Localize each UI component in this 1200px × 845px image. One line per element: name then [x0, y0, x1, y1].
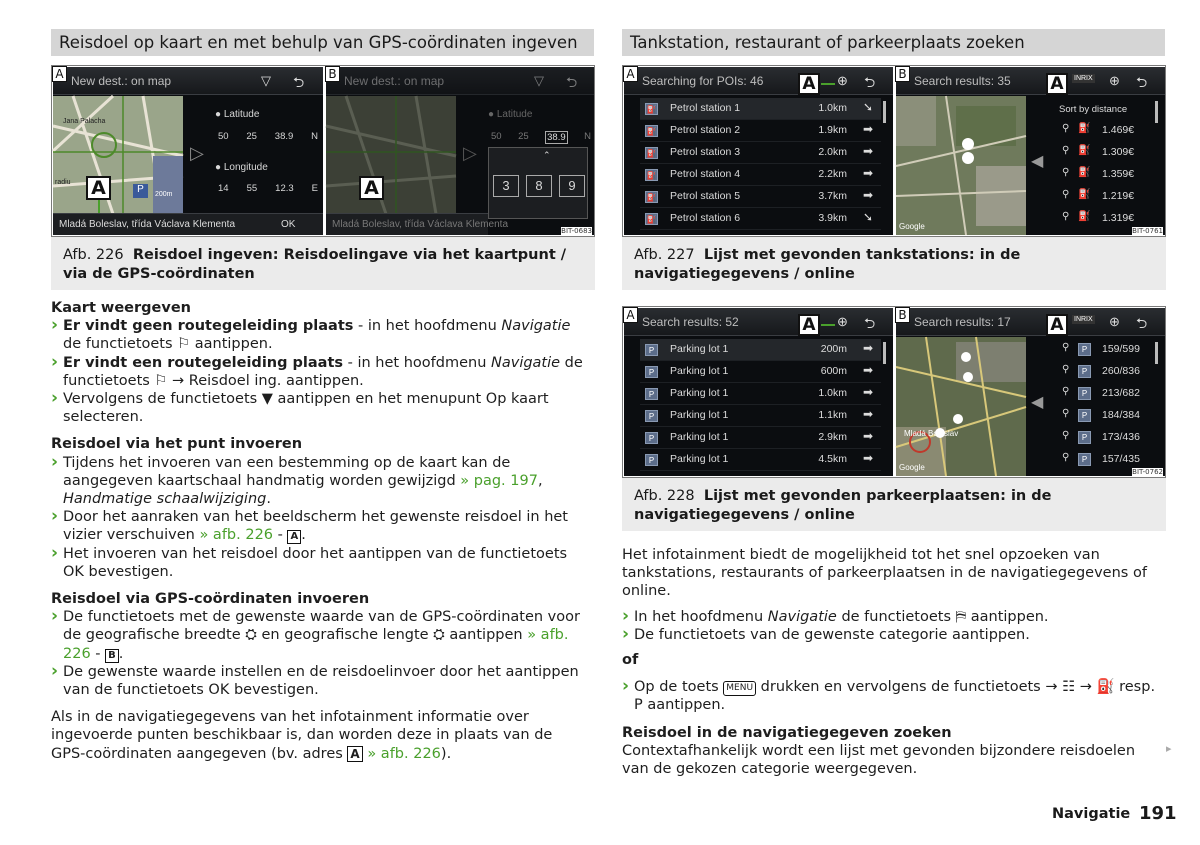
address-bar — [53, 213, 323, 235]
parking-icon: P — [133, 184, 148, 198]
address-bar — [326, 213, 509, 235]
arrow-right-icon[interactable]: ▷ — [190, 143, 204, 163]
direction-arrow-icon: ➘ — [862, 100, 873, 114]
bullet-bold: Er vindt geen routegeleiding plaats — [63, 318, 354, 335]
bullet-item: › Het invoeren van het reisdoel door het aantippen van de functietoets OK bevestigen. — [51, 545, 585, 581]
footer-section-name: Navigatie — [1052, 806, 1131, 822]
panel-letter: B — [325, 66, 340, 82]
figure-link[interactable]: » afb. 226 — [63, 627, 569, 662]
list-row[interactable] — [640, 361, 881, 383]
callout-line — [821, 83, 835, 85]
fig226a-topbar — [53, 67, 323, 95]
parking-row[interactable] — [1056, 361, 1156, 383]
bullet-text: , — [537, 472, 543, 489]
bullet-text: In het hoofdmenu — [634, 608, 768, 625]
lat-deg[interactable]: 50 — [218, 131, 229, 142]
fig227b-topbar — [896, 67, 1165, 95]
figure-code: BIT-0761 — [1132, 227, 1163, 235]
row-distance: 3.7km — [818, 190, 847, 202]
bullet-text: Tijdens het invoeren van een bestemming op de kaart kan de aangegeven kaartschaal handmatig worden gewijzigd — [63, 454, 511, 489]
panel-letter: A — [623, 307, 638, 323]
sort-label[interactable]: Sort by distance — [1059, 104, 1128, 115]
parking-icon: P — [1078, 387, 1091, 400]
direction-arrow-icon: ➡ — [862, 188, 873, 202]
price-value: 1.309€ — [1102, 146, 1135, 158]
callout-a: A — [86, 176, 111, 200]
subheading-navigatiegegeven-zoeken: Reisdoel in de navigatiegegeven zoeken — [622, 724, 952, 741]
row-distance: 2.0km — [818, 146, 847, 158]
figure-code: BIT-0762 — [1132, 468, 1163, 476]
scrollbar[interactable] — [883, 342, 886, 364]
list-row[interactable] — [640, 98, 881, 120]
scrollbar[interactable] — [883, 101, 886, 123]
bullet-item — [622, 678, 1162, 714]
back-icon[interactable]: ⮌ — [566, 74, 578, 90]
location-pin-icon: ⚲ — [1062, 386, 1070, 397]
bullet-text: Door het aanraken van het beeldscherm het gewenste reisdoel in het vizier verschuiven — [63, 509, 568, 544]
category-icon: ⛽ — [646, 215, 657, 224]
figure-ref-box: B — [105, 649, 119, 663]
digit-1[interactable]: 3 — [493, 175, 519, 197]
map-street-label: Jana Palacha — [63, 118, 106, 125]
callout-a: A — [359, 176, 384, 200]
bullet-item: › De functietoets van de gewenste categorie aantippen. — [622, 626, 1162, 644]
parking-icon: P — [1078, 365, 1091, 378]
parking-icon: P — [1078, 409, 1091, 422]
left-section-heading: Reisdoel op kaart en met behulp van GPS-coördinaten ingeven — [51, 29, 594, 56]
longitude-values[interactable] — [218, 183, 318, 194]
lon-deg[interactable]: 14 — [218, 183, 229, 194]
parking-count: 173/436 — [1102, 431, 1140, 443]
latitude-label: ● Latitude — [488, 109, 533, 120]
bullet-italic: Navigatie — [501, 318, 571, 335]
list-row[interactable] — [640, 208, 881, 230]
bullet-text: de functietoets ⚐ → Reisdoel ing. aantippen. — [63, 354, 583, 389]
location-pin-icon: ⚲ — [1062, 408, 1070, 419]
location-pin-icon: ⚲ — [1062, 364, 1070, 375]
screen-title: Search results: 52 — [642, 315, 739, 329]
scrollbar[interactable] — [1155, 101, 1158, 123]
fig227a-topbar — [624, 67, 893, 95]
fig227-panel-a — [624, 67, 893, 235]
back-icon[interactable]: ⮌ — [1136, 74, 1148, 90]
address-text: Mladá Boleslav, třída Václava Klementa — [332, 219, 509, 230]
price-value: 1.469€ — [1102, 124, 1135, 136]
figure-code: BIT-0683 — [561, 227, 592, 235]
latitude-label[interactable]: ● Latitude — [215, 109, 260, 120]
bullet-item — [51, 508, 585, 544]
google-logo: Google — [899, 222, 925, 231]
list-row[interactable] — [640, 405, 881, 427]
row-name: Parking lot 1 — [670, 387, 729, 399]
digit-2[interactable]: 8 — [526, 175, 552, 197]
lat-hem: N — [584, 131, 591, 142]
direction-arrow-icon: ➘ — [862, 210, 873, 224]
fuel-icon: ⛽ — [1078, 189, 1091, 200]
fig228-panel-a — [624, 308, 893, 476]
list-row[interactable] — [640, 339, 881, 361]
bullet-text: . — [266, 491, 271, 508]
location-pin-icon: ⚲ — [1062, 342, 1070, 353]
dropdown-icon[interactable]: ▽ — [534, 73, 544, 88]
caption-text: Lijst met gevonden parkeerplaatsen: in de navigatiegegevens / online — [634, 488, 1052, 523]
back-icon[interactable]: ⮌ — [864, 74, 876, 90]
bullet-item: › De gewenste waarde instellen en de reisdoelinvoer door het aantippen van de functietoets OK bevestigen. — [51, 663, 585, 699]
fig228-caption — [622, 478, 1166, 531]
category-icon: P — [645, 366, 658, 378]
callout-line — [98, 199, 100, 213]
location-pin-icon: ⚲ — [1062, 189, 1070, 200]
address-text: Mladá Boleslav, třída Václava Klementa — [59, 219, 236, 230]
right-section-heading: Tankstation, restaurant of parkeerplaats zoeken — [622, 29, 1165, 56]
bullet-item — [51, 317, 585, 353]
row-distance: 3.9km — [818, 212, 847, 224]
ok-button[interactable]: OK — [281, 219, 296, 230]
dropdown-icon[interactable]: ▽ — [261, 73, 271, 88]
lat-hem[interactable]: N — [311, 131, 318, 142]
row-distance: 200m — [820, 343, 847, 355]
row-name: Petrol station 6 — [670, 212, 741, 224]
map-view[interactable] — [53, 96, 183, 214]
screen-title: Searching for POIs: 46 — [642, 74, 764, 88]
callout-line — [821, 324, 835, 326]
bullet-text: . — [118, 645, 124, 662]
arrow-left-icon[interactable]: ◀ — [1031, 153, 1044, 170]
bullet-text: de functietoets ⚐ aantippen. — [63, 336, 273, 353]
fuel-icon: ⛽ — [1078, 167, 1091, 178]
screen-title: Search results: 17 — [914, 315, 1011, 329]
paragraph-text: ). — [440, 745, 452, 762]
figure-link[interactable]: » afb. 226 — [199, 527, 274, 544]
digit-picker[interactable] — [488, 147, 588, 219]
location-pin-icon: ⚲ — [1062, 452, 1070, 463]
continue-arrow-icon: ▸ — [1166, 742, 1172, 755]
back-icon[interactable]: ⮌ — [1136, 315, 1148, 331]
direction-arrow-icon: ➡ — [862, 429, 873, 443]
row-distance: 2.2km — [818, 168, 847, 180]
row-distance: 2.9km — [818, 431, 847, 443]
fig228a-topbar — [624, 308, 893, 336]
globe-icon[interactable]: ⊕ — [1109, 73, 1120, 88]
price-value: 1.359€ — [1102, 168, 1135, 180]
inrix-logo: INRIX — [1074, 316, 1093, 323]
parking-count: 159/599 — [1102, 343, 1140, 355]
arrow-left-icon[interactable]: ◀ — [1031, 394, 1044, 411]
parking-count: 184/384 — [1102, 409, 1140, 421]
parking-row[interactable] — [1056, 405, 1156, 427]
direction-arrow-icon: ➡ — [862, 385, 873, 399]
google-logo: Google — [899, 463, 925, 472]
direction-arrow-icon: ➡ — [862, 144, 873, 158]
figure-227 — [622, 65, 1166, 237]
list-row[interactable] — [640, 427, 881, 449]
category-icon: P — [645, 410, 658, 422]
category-icon: P — [645, 344, 658, 356]
up-icon[interactable]: ⌃ — [543, 150, 551, 160]
paragraph — [51, 708, 585, 763]
price-row[interactable] — [1056, 186, 1156, 208]
parking-icon: P — [1078, 431, 1091, 444]
parking-row[interactable] — [1056, 383, 1156, 405]
parking-count: 260/836 — [1102, 365, 1140, 377]
bullet-italic: Handmatige schaalwijziging — [63, 491, 267, 508]
category-icon: P — [645, 388, 658, 400]
figure-ref-box: A — [287, 530, 301, 544]
figure-226 — [51, 65, 595, 237]
parking-row[interactable] — [1056, 339, 1156, 361]
lon-min[interactable]: 55 — [246, 183, 258, 194]
lon-sec[interactable]: 12.3 — [275, 183, 294, 194]
row-name: Petrol station 3 — [670, 146, 741, 158]
price-row[interactable] — [1056, 164, 1156, 186]
fuel-icon: ⛽ — [1078, 211, 1091, 222]
bullet-text: - — [90, 645, 106, 662]
menu-key-icon: MENU — [723, 681, 756, 696]
satellite-map[interactable] — [896, 337, 1026, 476]
inrix-logo: INRIX — [1074, 75, 1093, 82]
back-icon[interactable]: ⮌ — [293, 74, 305, 90]
category-icon: ⛽ — [646, 105, 657, 114]
fuel-icon: ⛽ — [1078, 123, 1091, 134]
latitude-text: Latitude — [496, 109, 533, 120]
location-pin-icon: ⚲ — [1062, 145, 1070, 156]
fig226-panel-b — [326, 67, 594, 235]
parking-icon: P — [1078, 453, 1091, 466]
fig228-panel-b — [896, 308, 1165, 476]
list-row[interactable] — [640, 449, 881, 471]
page-number: 191 — [1139, 803, 1177, 824]
caption-number: Afb. 227 — [634, 247, 695, 263]
longitude-text: Longitude — [223, 162, 268, 173]
fig226-caption — [51, 237, 595, 290]
bullet-bold: Er vindt een routegeleiding plaats — [63, 354, 344, 371]
bullet-item — [51, 354, 585, 390]
bullet-text: - in het hoofdmenu — [353, 318, 502, 335]
row-name: Parking lot 1 — [670, 453, 729, 465]
paragraph: Het infotainment biedt de mogelijkheid tot het snel opzoeken van tankstations, restaurants of parkeerplaatsen in de navigatiegegevens of online. — [622, 547, 1147, 600]
paragraph-text: Als in de navigatiegegevens van het infotainment informatie over ingevoerde punten beschikbaar is, dan worden deze in plaats van de GPS-coördinaten aangegeven (bv. adres — [51, 709, 553, 762]
fuel-icon: ⛽ — [1078, 145, 1091, 156]
direction-arrow-icon: ➡ — [862, 166, 873, 180]
bullet-italic: Navigatie — [767, 608, 837, 625]
row-name: Parking lot 1 — [670, 365, 729, 377]
parking-row[interactable] — [1056, 427, 1156, 449]
back-icon[interactable]: ⮌ — [864, 315, 876, 331]
bullet-item — [51, 454, 585, 509]
bullet-item: › Vervolgens de functietoets ▼ aantippen en het menupunt Op kaart selecteren. — [51, 390, 585, 426]
row-name: Petrol station 5 — [670, 190, 741, 202]
bullet-text: Op de toets — [634, 679, 724, 696]
figure-228 — [622, 306, 1166, 478]
subheading-kaart-weergeven: Kaart weergeven — [51, 300, 191, 316]
bullet-text: . — [301, 527, 306, 544]
row-name: Petrol station 1 — [670, 102, 741, 114]
screen-title: New dest.: on map — [344, 74, 445, 88]
paragraph: Contextafhankelijk wordt een lijst met gevonden bijzondere reisdoelen van de gekozen categorie weergegeven. — [622, 742, 1136, 778]
digit-row — [493, 175, 585, 197]
price-value: 1.319€ — [1102, 212, 1135, 224]
location-pin-icon: ⚲ — [1062, 167, 1070, 178]
scrollbar[interactable] — [1155, 342, 1158, 364]
row-distance: 1.1km — [818, 409, 847, 421]
row-name: Parking lot 1 — [670, 431, 729, 443]
map-view-dimmed — [326, 96, 456, 214]
row-distance: 4.5km — [818, 453, 847, 465]
direction-arrow-icon: ➡ — [862, 407, 873, 421]
panel-letter: B — [895, 307, 910, 323]
address-ref-box: A — [347, 746, 362, 762]
lat-sec-selected[interactable]: 38.9 — [547, 132, 566, 143]
lat-deg: 50 — [491, 131, 502, 142]
callout-a: A — [1046, 73, 1068, 95]
direction-arrow-icon: ➡ — [862, 122, 873, 136]
parking-count: 213/682 — [1102, 387, 1140, 399]
screen-title: New dest.: on map — [71, 74, 172, 88]
fig226-panel-a — [53, 67, 323, 235]
row-distance: 1.0km — [818, 387, 847, 399]
list-row[interactable] — [640, 120, 881, 142]
category-icon: ⛽ — [646, 193, 657, 202]
subheading-gps-invoeren: Reisdoel via GPS-coördinaten invoeren — [51, 591, 370, 608]
fig227-panel-b — [896, 67, 1165, 235]
latitude-values — [491, 131, 591, 144]
lat-min[interactable]: 25 — [246, 131, 257, 142]
row-distance: 1.9km — [818, 124, 847, 136]
panel-letter: A — [623, 66, 638, 82]
location-pin-icon: ⚲ — [1062, 211, 1070, 222]
parking-count: 157/435 — [1102, 453, 1140, 465]
row-distance: 600m — [820, 365, 847, 377]
location-pin-icon: ⚲ — [1062, 430, 1070, 441]
latitude-text: Latitude — [223, 109, 260, 120]
map-city-label: Mladá Boleslav — [904, 429, 959, 438]
panel-letter: A — [52, 66, 67, 82]
callout-a: A — [798, 314, 820, 336]
list-row[interactable] — [640, 142, 881, 164]
bullet-italic: Navigatie — [491, 354, 561, 371]
caption-text: Lijst met gevonden tankstations: in de navigatiegegevens / online — [634, 247, 1021, 282]
category-icon: P — [645, 432, 658, 444]
caption-number: Afb. 226 — [63, 247, 124, 263]
list-row[interactable] — [640, 186, 881, 208]
caption-number: Afb. 228 — [634, 488, 695, 504]
category-icon: P — [645, 454, 658, 466]
map-scale: 200m — [155, 191, 173, 198]
satellite-map[interactable] — [896, 96, 1026, 235]
category-icon: ⛽ — [646, 127, 657, 136]
fig226b-topbar — [326, 67, 594, 95]
caption-text: Reisdoel ingeven: Reisdoelingave via het kaartpunt / via de GPS-coördinaten — [63, 247, 567, 282]
row-name: Parking lot 1 — [670, 343, 729, 355]
bullet-text: De functietoets met de gewenste waarde van de GPS-coördinaten voor de geografische breedte ⛭ en geografische lengte ⛭ aantippen — [63, 609, 580, 644]
direction-arrow-icon: ➡ — [862, 341, 873, 355]
map-label: radiu — [55, 179, 71, 186]
bullet-text: - in het hoofdmenu — [343, 354, 491, 371]
direction-arrow-icon: ➡ — [862, 451, 873, 465]
row-name: Parking lot 1 — [670, 409, 729, 421]
row-name: Petrol station 2 — [670, 124, 741, 136]
callout-a: A — [1046, 314, 1068, 336]
bullet-item — [622, 608, 1162, 626]
lat-min: 25 — [518, 131, 529, 142]
globe-icon[interactable]: ⊕ — [837, 314, 848, 329]
row-distance: 1.0km — [818, 102, 847, 114]
left-body-text — [51, 299, 585, 763]
location-pin-icon: ⚲ — [1062, 123, 1070, 134]
globe-icon[interactable]: ⊕ — [837, 73, 848, 88]
lon-hem[interactable]: E — [311, 183, 318, 194]
arrow-right-icon: ▷ — [463, 143, 477, 163]
category-icon: ⛽ — [646, 149, 657, 158]
or-label: of — [622, 652, 639, 669]
list-row[interactable] — [640, 164, 881, 186]
latitude-values[interactable] — [218, 131, 318, 142]
price-value: 1.219€ — [1102, 190, 1135, 202]
bullet-item — [51, 608, 585, 663]
fig228b-topbar — [896, 308, 1165, 336]
globe-icon[interactable]: ⊕ — [1109, 314, 1120, 329]
bullet-text: de functietoets ⛿ aantippen. — [836, 608, 1049, 625]
lat-sec[interactable]: 38.9 — [274, 131, 294, 142]
longitude-label[interactable]: ● Longitude — [215, 162, 268, 173]
price-row[interactable] — [1056, 142, 1156, 164]
subheading-punt-invoeren: Reisdoel via het punt invoeren — [51, 436, 303, 453]
panel-letter: B — [895, 66, 910, 82]
right-body-text — [622, 546, 1162, 778]
row-name: Petrol station 4 — [670, 168, 741, 180]
bullet-text: - — [273, 527, 288, 544]
digit-3[interactable]: 9 — [559, 175, 585, 197]
direction-arrow-icon: ➡ — [862, 363, 873, 377]
fig227-caption — [622, 237, 1166, 290]
page-link[interactable]: » pag. 197 — [460, 472, 538, 489]
category-icon: ⛽ — [646, 171, 657, 180]
list-row[interactable] — [640, 383, 881, 405]
parking-icon: P — [1078, 343, 1091, 356]
figure-link[interactable]: » afb. 226 — [362, 745, 441, 762]
screen-title: Search results: 35 — [914, 74, 1011, 88]
price-row[interactable] — [1056, 120, 1156, 142]
bullet-text: drukken en vervolgens de functietoets → ☷ → ⛽ resp. P aantippen. — [634, 679, 1156, 714]
callout-a: A — [798, 73, 820, 95]
